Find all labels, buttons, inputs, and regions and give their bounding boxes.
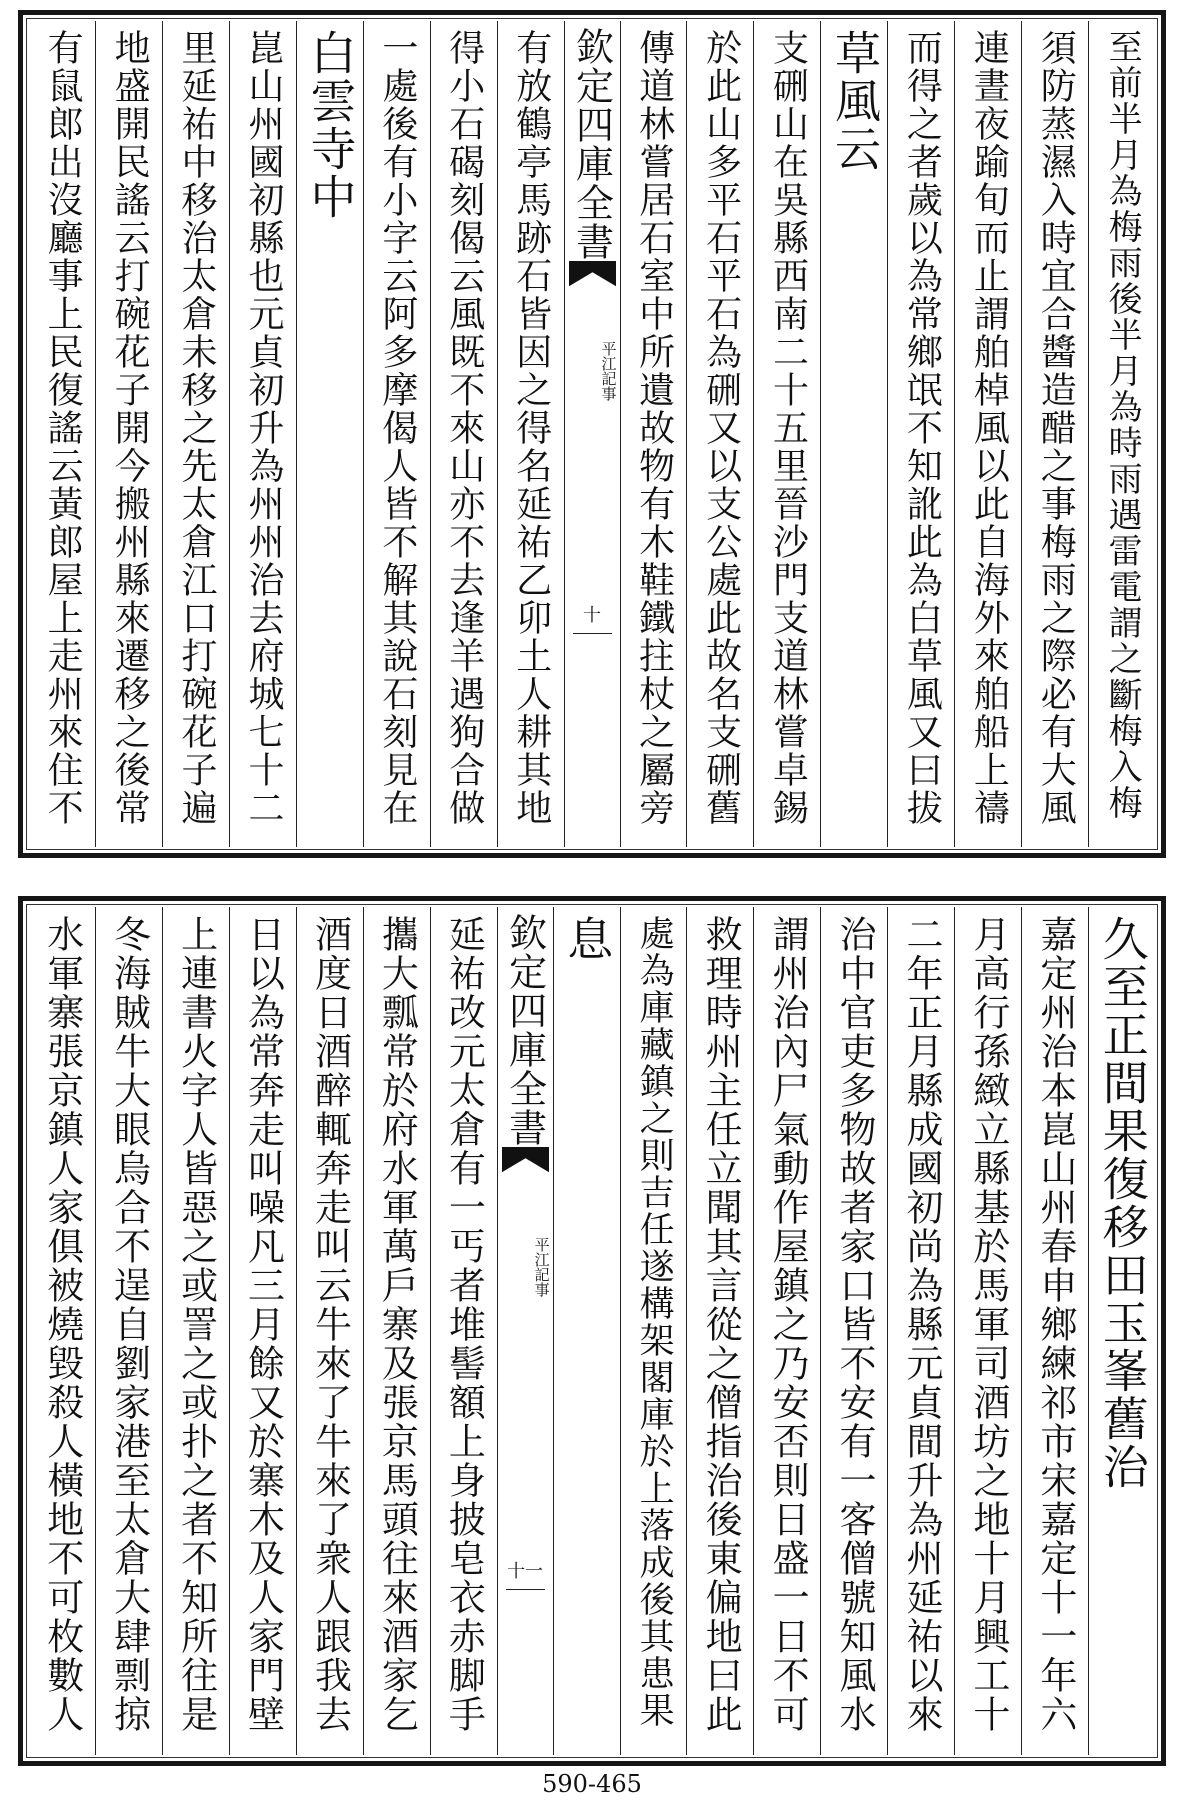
- bottom-page-columns: [29, 907, 1155, 1755]
- text-column: 里延祐中移治太倉未移之先太倉江口打碗花子遍: [162, 21, 229, 847]
- book-title: 欽定四庫全書: [502, 913, 547, 1147]
- text-column: 白雲寺中: [296, 21, 363, 847]
- text-column: 傳道林嘗居石室中所遺故物有木鞋鐵拄杖之屬旁: [620, 21, 687, 847]
- text-column: 至前半月為梅雨後半月為時雨遇雷電謂之斷梅入梅: [1088, 21, 1155, 847]
- text-column: 上連書火字人皆惡之或詈之或扑之者不知所往是: [162, 907, 229, 1755]
- text-column: 冬海賊牛大眼烏合不逞自劉家港至太倉大肆剽掠: [95, 907, 162, 1755]
- page-code: 590-465: [542, 1770, 642, 1798]
- text-column: 治中官吏多物故者家口皆不安有一客僧號知風水: [820, 907, 887, 1755]
- text-column: 息: [553, 907, 620, 1755]
- text-column: 救理時州主任立聞其言從之僧指治後東偏地曰此: [686, 907, 753, 1755]
- text-column: 謂州治內尸氣動作屋鎮之乃安否則日盛一日不可: [753, 907, 820, 1755]
- book-subtitle: 平江記事: [532, 1237, 551, 1297]
- text-column: 日以為常奔走叫噪凡三月餘又於寨木及人家門壁: [229, 907, 296, 1755]
- top-page-panel: [18, 10, 1166, 858]
- bottom-page-panel: [18, 896, 1166, 1766]
- text-column: 而得之者歲以為常鄉氓不知訛此為白草風又曰拔: [887, 21, 954, 847]
- page-number-rule: [506, 1589, 545, 1590]
- center-fold-strip: [497, 907, 553, 1755]
- book-title: 欽定四庫全書: [569, 27, 614, 261]
- text-column: 有鼠郎出沒廳事上民復謠云黃郎屋上走州來住不: [42, 29, 84, 827]
- fish-tail-ornament-icon: [502, 1147, 549, 1175]
- book-subtitle: 平江記事: [599, 341, 618, 401]
- text-column: 水軍寨張京鎮人家俱被燒毀殺人橫地不可枚數人: [40, 915, 84, 1734]
- text-column: 酒度日酒醉輒奔走叫云牛來了牛來了衆人跟我去: [296, 907, 363, 1755]
- text-column: 處為庫藏鎮之則吉任遂構架閣庫於上落成後其患果: [620, 907, 687, 1755]
- text-column: 須防蒸濕入時宜合醬造醋之事梅雨之際必有大風: [1021, 21, 1088, 847]
- text-column: 得小石碣刻偈云風既不來山亦不去逢羊遇狗合做: [430, 21, 497, 847]
- text-column: 攜大瓢常於府水軍萬戶寨及張京馬頭往來酒家乞: [363, 907, 430, 1755]
- page-number: 十一: [507, 1561, 544, 1582]
- text-column: 月高行孫緻立縣基於馬軍司酒坊之地十月興工十: [954, 907, 1021, 1755]
- text-column: 於此山多平石平石為硎又以支公處此故名支硎舊: [686, 21, 753, 847]
- text-column: 崑山州國初縣也元貞初升為州州治去府城七十二: [229, 21, 296, 847]
- text-column: 支硎山在吳縣西南二十五里晉沙門支道林嘗卓錫: [753, 21, 820, 847]
- fish-tail-ornament-icon: [569, 261, 616, 289]
- top-page-columns: [29, 21, 1155, 847]
- text-column: 延祐改元太倉有一丐者堆髻額上身披皂衣赤脚手: [430, 907, 497, 1755]
- page-number: 十: [583, 605, 601, 626]
- text-column: 二年正月縣成國初尚為縣元貞間升為州延祐以來: [887, 907, 954, 1755]
- text-column: 草風云: [820, 21, 887, 847]
- text-column: 地盛開民謠云打碗花子開今搬州縣來遷移之後常: [95, 21, 162, 847]
- text-column: 久至正間果復移田玉峯舊治: [1088, 907, 1155, 1755]
- text-column: 嘉定州治本崑山州春申鄉練祁市宋嘉定十一年六: [1021, 907, 1088, 1755]
- text-column: 一處後有小字云阿多摩偈人皆不解其說石刻見在: [363, 21, 430, 847]
- text-column: 連晝夜踰旬而止謂舶棹風以此自海外來舶船上禱: [954, 21, 1021, 847]
- page-number-rule: [573, 633, 612, 634]
- text-column: 有放鶴亭馬跡石皆因之得名延祐乙卯土人耕其地: [497, 21, 564, 847]
- center-fold-strip: [564, 21, 620, 847]
